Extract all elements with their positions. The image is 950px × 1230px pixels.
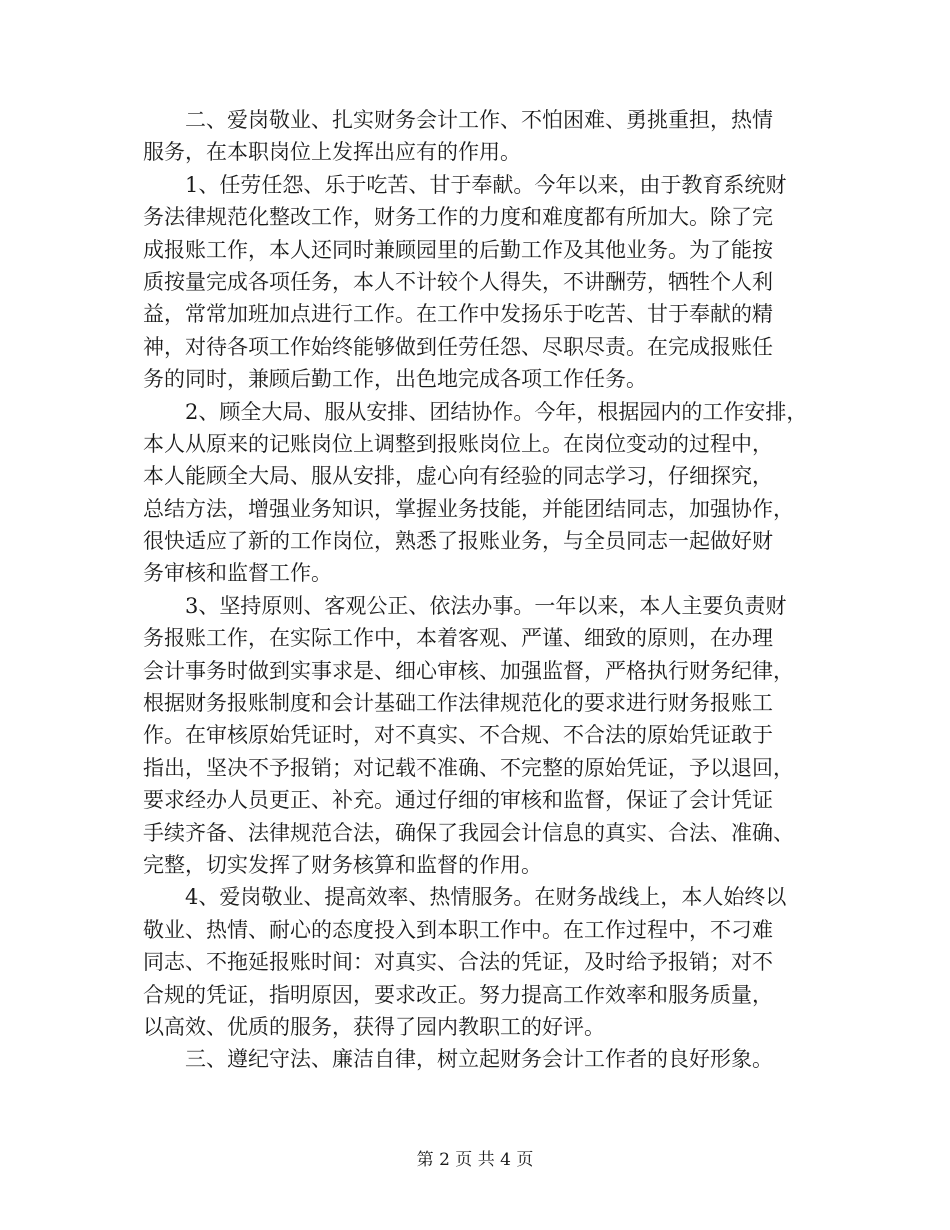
text-line: 3、坚持原则、客观公正、依法办事。一年以来，本人主要负责财 xyxy=(185,593,787,618)
text-line: 指出，坚决不予报销；对记载不准确、不完整的原始凭证，予以退回， xyxy=(143,755,794,780)
text-line: 务的同时，兼顾后勤工作，出色地完成各项工作任务。 xyxy=(143,367,647,392)
text-line: 本人能顾全大局、服从安排，虚心向有经验的同志学习，仔细探究， xyxy=(143,464,773,489)
text-line: 2、顾全大局、服从安排、团结协作。今年，根据园内的工作安排， xyxy=(185,399,808,424)
text-line: 合规的凭证，指明原因，要求改正。努力提高工作效率和服务质量， xyxy=(143,982,773,1007)
text-line: 以高效、优质的服务，获得了园内教职工的好评。 xyxy=(143,1014,605,1039)
text-line: 三、遵纪守法、廉洁自律，树立起财务会计工作者的良好形象。 xyxy=(185,1047,773,1072)
text-line: 成报账工作，本人还同时兼顾园里的后勤工作及其他业务。为了能按 xyxy=(143,237,773,262)
text-line: 务审核和监督工作。 xyxy=(143,561,332,586)
text-line: 根据财务报账制度和会计基础工作法律规范化的要求进行财务报账工 xyxy=(143,691,773,716)
text-line: 很快适应了新的工作岗位，熟悉了报账业务，与全员同志一起做好财 xyxy=(143,529,773,554)
text-line: 要求经办人员更正、补充。通过仔细的审核和监督，保证了会计凭证 xyxy=(143,788,773,813)
text-line: 作。在审核原始凭证时，对不真实、不合规、不合法的原始凭证敢于 xyxy=(143,723,773,748)
text-line: 益，常常加班加点进行工作。在工作中发扬乐于吃苦、甘于奉献的精 xyxy=(143,302,773,327)
text-line: 敬业、热情、耐心的态度投入到本职工作中。在工作过程中，不刁难 xyxy=(143,917,773,942)
text-line: 二、爱岗敬业、扎实财务会计工作、不怕困难、勇挑重担，热情 xyxy=(185,108,773,132)
text-line: 务法律规范化整改工作，财务工作的力度和难度都有所加大。除了完 xyxy=(143,205,773,230)
text-line: 务报账工作，在实际工作中，本着客观、严谨、细致的原则，在办理 xyxy=(143,626,773,651)
document-body xyxy=(143,104,813,1076)
text-line: 完整，切实发挥了财务核算和监督的作用。 xyxy=(143,852,542,877)
text-line: 手续齐备、法律规范合法，确保了我园会计信息的真实、合法、准确、 xyxy=(143,820,794,845)
text-line: 总结方法，增强业务知识，掌握业务技能，并能团结同志，加强协作， xyxy=(143,496,794,521)
text-line: 会计事务时做到实事求是、细心审核、加强监督，严格执行财务纪律， xyxy=(143,658,794,683)
text-line: 1、任劳任怨、乐于吃苦、甘于奉献。今年以来，由于教育系统财 xyxy=(185,172,787,197)
page-number: 第 2 页 共 4 页 xyxy=(416,1150,534,1170)
text-line: 4、爱岗敬业、提高效率、热情服务。在财务战线上，本人始终以 xyxy=(185,885,787,910)
text-line: 质按量完成各项任务，本人不计较个人得失，不讲酬劳，牺牲个人利 xyxy=(143,269,773,294)
text-line: 神，对待各项工作始终能够做到任劳任怨、尽职尽责。在完成报账任 xyxy=(143,334,773,359)
text-line: 本人从原来的记账岗位上调整到报账岗位上。在岗位变动的过程中， xyxy=(143,431,773,456)
text-line: 同志、不拖延报账时间：对真实、合法的凭证，及时给予报销；对不 xyxy=(143,950,773,975)
text-line: 服务，在本职岗位上发挥出应有的作用。 xyxy=(143,140,521,165)
